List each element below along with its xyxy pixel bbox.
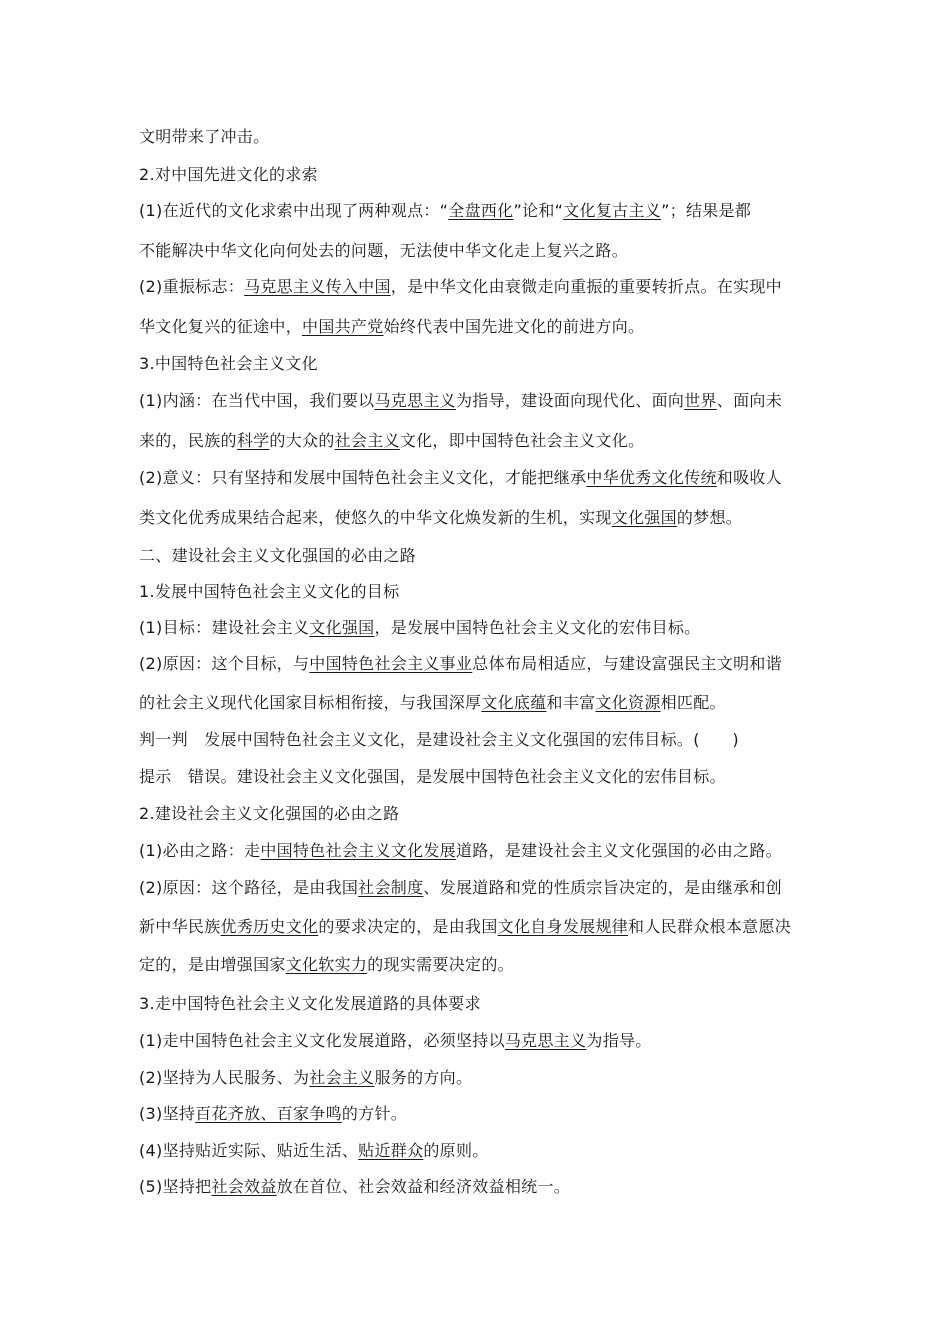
text-line xyxy=(139,803,399,825)
text-line xyxy=(139,581,399,603)
text-segment: 的梦想。 xyxy=(676,508,743,527)
text-segment: (4)坚持贴近实际、贴近生活、 xyxy=(139,1141,359,1160)
text-line xyxy=(139,617,700,639)
underlined-answer: 百花齐放、百家争鸣 xyxy=(195,1104,342,1123)
text-segment: 的社会主义现代化国家目标相衔接，与我国深厚 xyxy=(139,693,482,712)
text-segment: 判一判 发展中国特色社会主义文化，是建设社会主义文化强国的宏伟目标。( ) xyxy=(139,730,739,749)
text-line xyxy=(139,916,791,938)
text-segment: 的现实需要决定的。 xyxy=(367,955,514,974)
text-segment: 1.发展中国特色社会主义文化的目标 xyxy=(139,582,400,601)
text-segment: 华文化复兴的征途中， xyxy=(139,317,303,336)
text-segment: 文化，即中国特色社会主义文化。 xyxy=(399,431,645,450)
underlined-answer: 文化软实力 xyxy=(285,955,368,974)
text-segment: (2)重振标志： xyxy=(139,277,245,296)
text-segment: 和人民群众根本意愿决 xyxy=(628,917,792,936)
text-line xyxy=(139,1067,472,1089)
underlined-answer: 贴近群众 xyxy=(358,1141,424,1160)
text-segment: (1)内涵：在当代中国，我们要以 xyxy=(139,391,375,410)
text-segment: ，是中华文化由衰微走向重振的重要转折点。在实现中 xyxy=(390,277,782,296)
text-line xyxy=(139,126,269,148)
text-segment: 不能解决中华文化向何处去的问题，无法使中华文化走上复兴之路。 xyxy=(139,241,629,260)
text-segment: 定的，是由增强国家 xyxy=(139,955,286,974)
underlined-answer: 社会制度 xyxy=(358,878,424,897)
text-segment: 二、建设社会主义文化强国的必由之路 xyxy=(139,546,417,565)
underlined-answer: 优秀历史文化 xyxy=(220,917,319,936)
text-line xyxy=(139,653,782,675)
text-segment: (1)在近代的文化求索中出现了两种观点：“ xyxy=(139,201,449,220)
text-segment: (2)原因：这个目标，与 xyxy=(139,654,310,673)
text-line xyxy=(139,200,751,222)
text-line xyxy=(139,1140,489,1162)
text-segment: 始终代表中国先进文化的前进方向。 xyxy=(383,317,645,336)
underlined-answer: 中国特色社会主义文化发展 xyxy=(260,841,456,860)
text-segment: 3.中国特色社会主义文化 xyxy=(139,354,318,373)
underlined-answer: 马克思主义 xyxy=(374,391,456,410)
text-segment: (2)意义：只有坚持和发展中国特色社会主义文化，才能把继承 xyxy=(139,468,587,487)
text-segment: 3.走中国特色社会主义文化发展道路的具体要求 xyxy=(139,994,481,1013)
text-segment: 的大众的 xyxy=(269,431,335,450)
text-segment: 的方针。 xyxy=(341,1104,408,1123)
text-line xyxy=(139,954,514,976)
underlined-answer: 文化自身发展规律 xyxy=(497,917,629,936)
text-segment: ”论和“ xyxy=(513,201,564,220)
underlined-answer: 世界 xyxy=(684,391,717,410)
text-line xyxy=(139,430,644,452)
underlined-answer: 中国共产党 xyxy=(302,317,384,336)
text-segment: 道路，是建设社会主义文化强国的必由之路。 xyxy=(455,841,782,860)
underlined-answer: 文化底蕴 xyxy=(481,693,547,712)
text-segment: ，是发展中国特色社会主义文化的宏伟目标。 xyxy=(374,618,701,637)
text-line xyxy=(139,1103,407,1125)
text-segment: 文明带来了冲击。 xyxy=(139,127,270,146)
text-line xyxy=(139,729,739,751)
text-line xyxy=(139,507,742,529)
text-segment: 为指导，建设面向现代化、面向 xyxy=(455,391,685,410)
text-line xyxy=(139,1030,652,1052)
text-segment: 和吸收人 xyxy=(716,468,782,487)
text-line xyxy=(139,877,782,899)
text-line xyxy=(139,316,644,338)
text-line xyxy=(139,1176,570,1198)
text-segment: 2.对中国先进文化的求索 xyxy=(139,165,318,184)
text-segment: 来的，民族的 xyxy=(139,431,237,450)
text-segment: (2)坚持为人民服务、为 xyxy=(139,1068,310,1087)
text-segment: 提示 错误。建设社会主义文化强国，是发展中国特色社会主义文化的宏伟目标。 xyxy=(139,767,726,786)
underlined-answer: 全盘西化 xyxy=(448,201,514,220)
underlined-answer: 文化强国 xyxy=(611,508,677,527)
text-segment: (3)坚持 xyxy=(139,1104,196,1123)
underlined-answer: 马克思主义传入中国 xyxy=(244,277,391,296)
text-segment: 、发展道路和党的性质宗旨决定的，是由继承和创 xyxy=(423,878,782,897)
text-line xyxy=(139,467,782,489)
underlined-answer: 文化资源 xyxy=(595,693,661,712)
text-segment: 新中华民族 xyxy=(139,917,221,936)
text-segment: 2.建设社会主义文化强国的必由之路 xyxy=(139,804,400,823)
text-segment: (5)坚持把 xyxy=(139,1177,212,1196)
underlined-answer: 中国特色社会主义事业 xyxy=(309,654,473,673)
text-line xyxy=(139,353,318,375)
underlined-answer: 文化强国 xyxy=(309,618,375,637)
underlined-answer: 中华优秀文化传统 xyxy=(586,468,717,487)
text-segment: 服务的方向。 xyxy=(374,1068,473,1087)
text-segment: 相匹配。 xyxy=(660,693,726,712)
underlined-answer: 社会主义 xyxy=(309,1068,375,1087)
text-line xyxy=(139,164,318,186)
text-line xyxy=(139,993,481,1015)
text-segment: 的原则。 xyxy=(423,1141,489,1160)
text-segment: (1)走中国特色社会主义文化发展道路，必须坚持以 xyxy=(139,1031,505,1050)
text-segment: 类文化优秀成果结合起来，使悠久的中华文化焕发新的生机，实现 xyxy=(139,508,612,527)
text-segment: 总体布局相适应，与建设富强民主文明和谐 xyxy=(472,654,782,673)
underlined-answer: 社会效益 xyxy=(211,1177,277,1196)
underlined-answer: 社会主义 xyxy=(334,431,400,450)
text-line xyxy=(139,390,782,412)
text-segment: 放在首位、社会效益和经济效益相统一。 xyxy=(276,1177,571,1196)
text-segment: 和丰富 xyxy=(546,693,596,712)
underlined-answer: 科学 xyxy=(236,431,270,450)
text-line xyxy=(139,766,726,788)
text-line xyxy=(139,840,782,862)
text-line xyxy=(139,240,628,262)
text-segment: (1)必由之路：走 xyxy=(139,841,261,860)
text-line xyxy=(139,692,726,714)
text-line xyxy=(139,276,782,298)
underlined-answer: 文化复古主义 xyxy=(563,201,662,220)
text-segment: (2)原因：这个路径，是由我国 xyxy=(139,878,359,897)
text-line xyxy=(139,545,416,567)
text-segment: (1)目标：建设社会主义 xyxy=(139,618,310,637)
text-segment: ”；结果是都 xyxy=(661,201,752,220)
text-segment: 的要求决定的，是由我国 xyxy=(318,917,498,936)
underlined-answer: 马克思主义 xyxy=(504,1031,587,1050)
text-segment: 为指导。 xyxy=(586,1031,652,1050)
text-segment: 、面向未 xyxy=(716,391,782,410)
